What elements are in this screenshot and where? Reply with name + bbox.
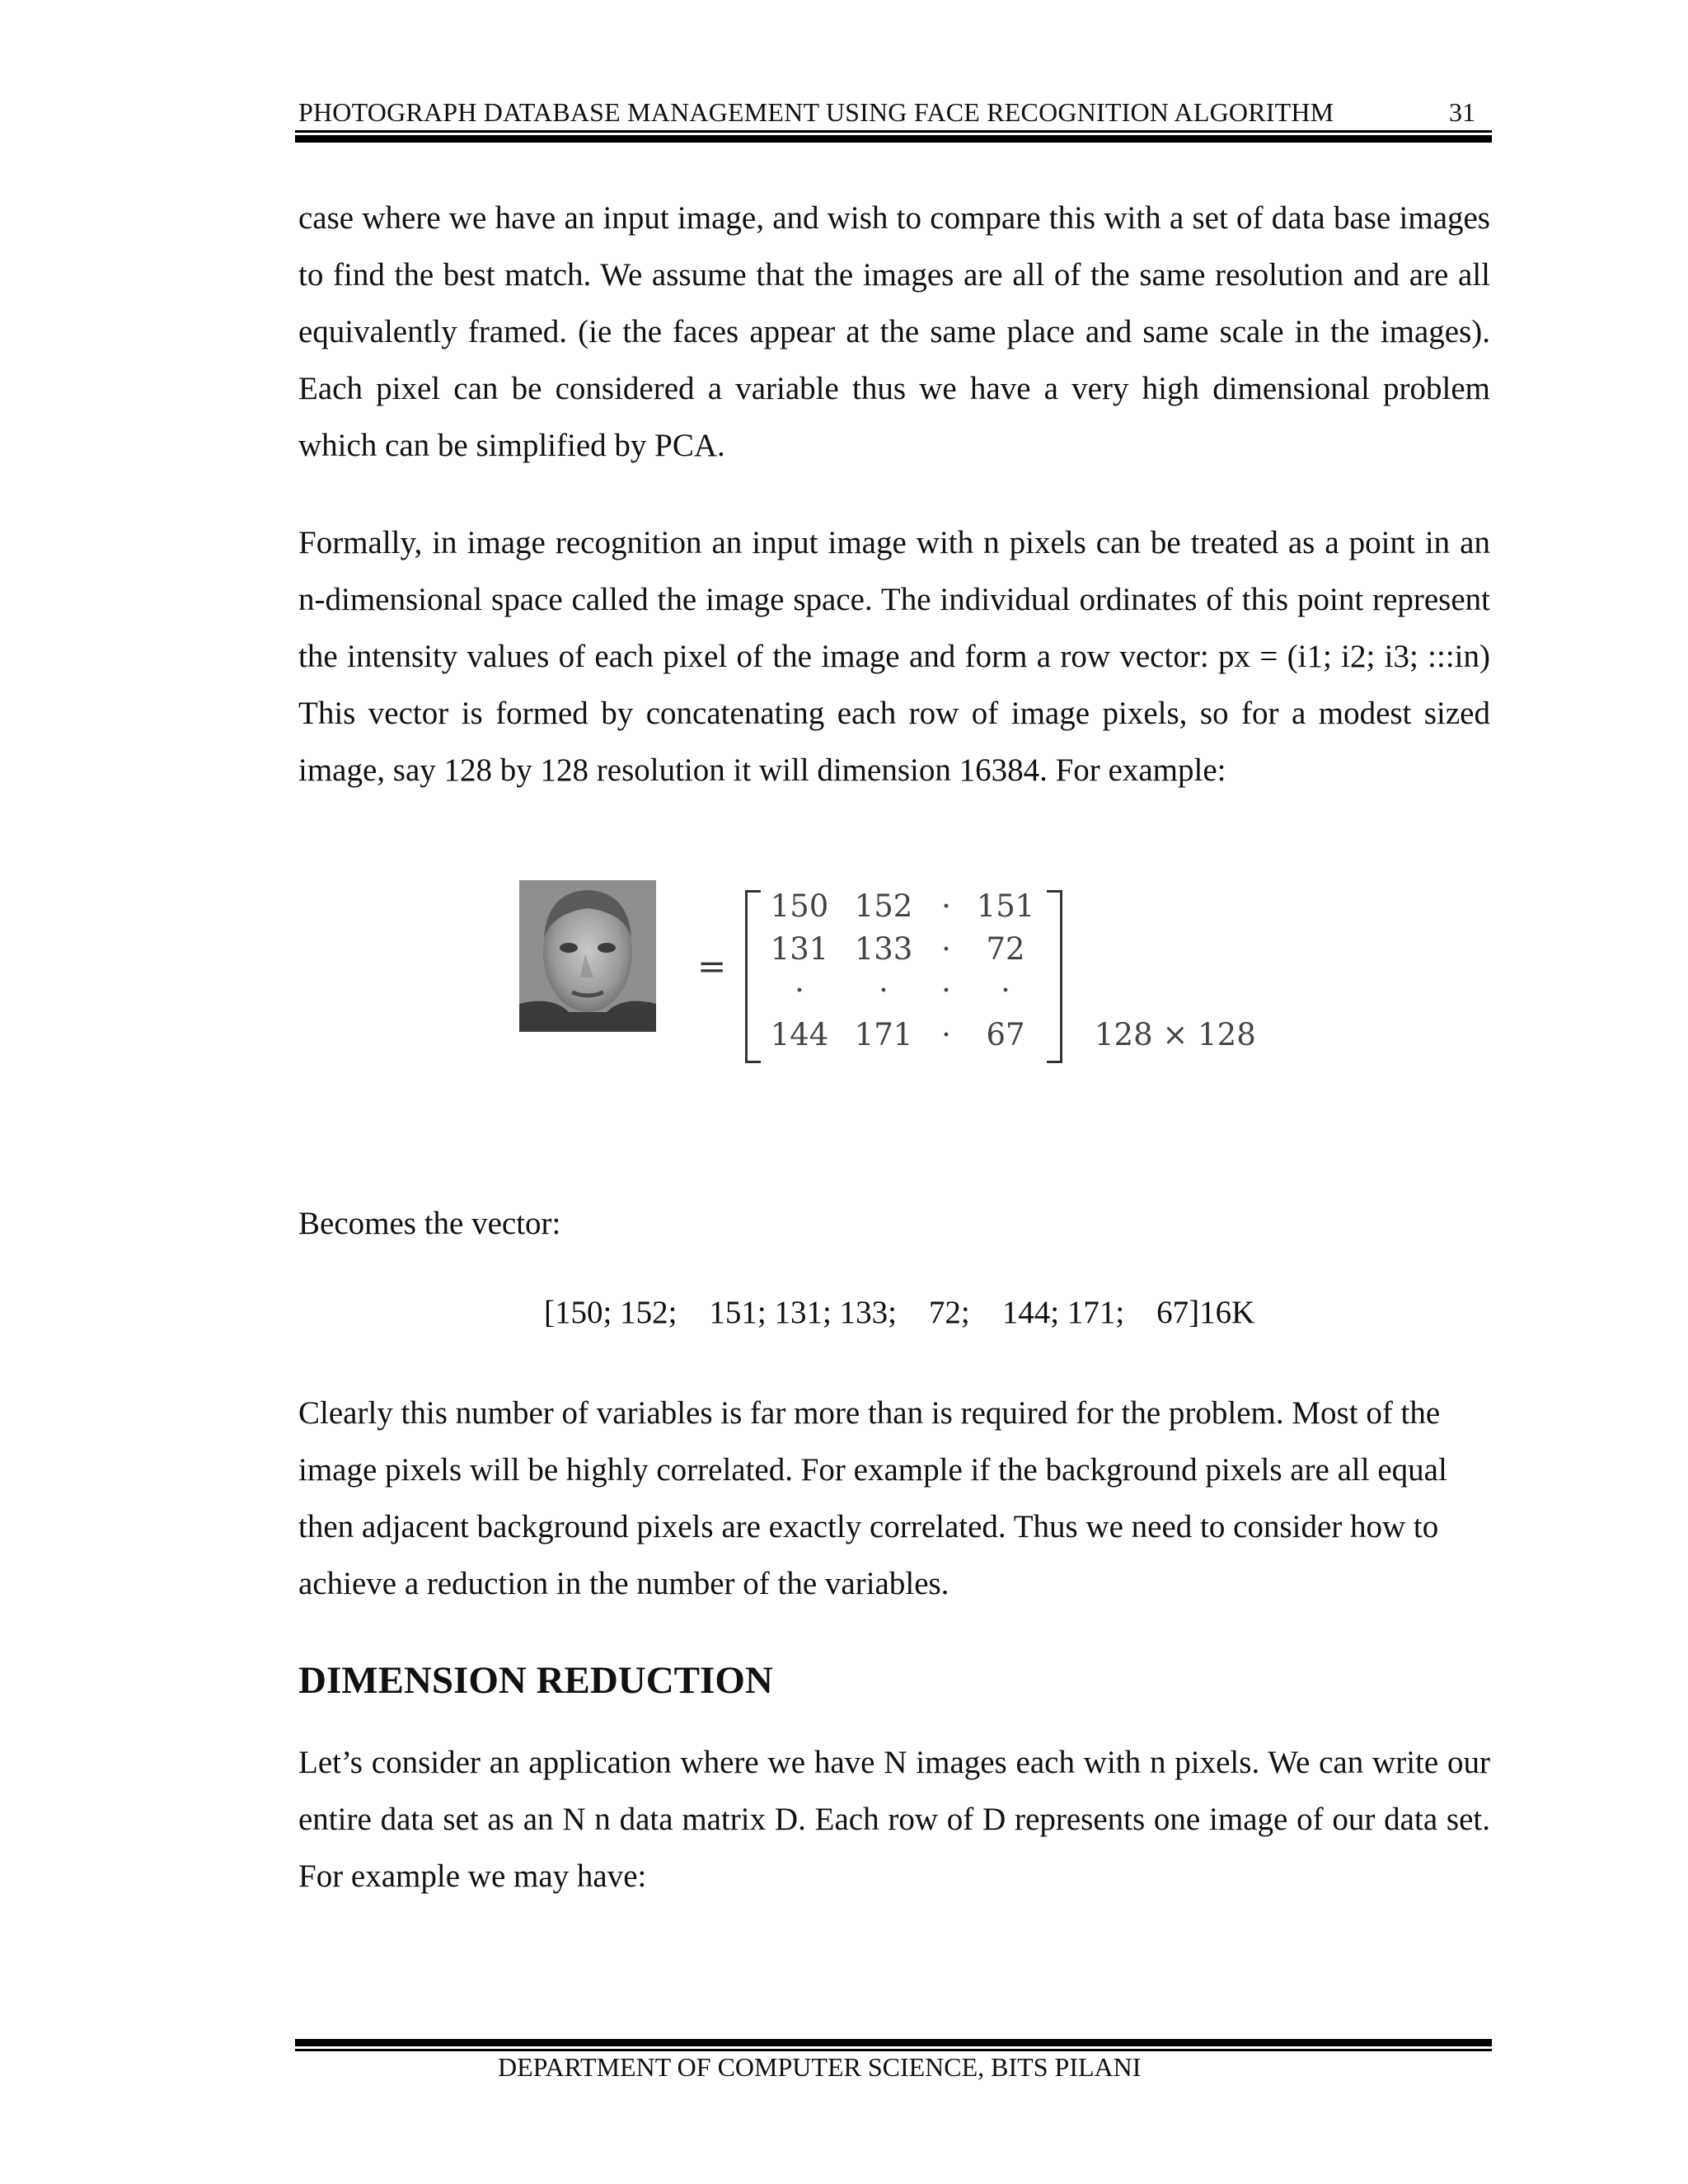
face-photo-image [519,880,656,1032]
matrix-cell: · [941,931,951,967]
matrix-cell: 67 [986,1017,1025,1052]
matrix-size-label: 128 × 128 [1095,1017,1256,1052]
vector-expression: [150; 152; 151; 131; 133; 72; 144; 171; 67]16K [544,1295,1255,1330]
running-header-title: PHOTOGRAPH DATABASE MANAGEMENT USING FACE RECOGNITION ALGORITHM [298,97,1334,127]
matrix-cell: 150 [770,888,829,924]
paragraph-intro: case where we have an input image, and wish to compare this with a set of data base images to find the best match. We assume that the images are all of the same resolution and are all equivalently framed. (ie the faces appear at the same place and same scale in the images). Each pixel can be considered a variable thus we have a very high dimensional problem which can be simplified by PCA. [298,200,1490,463]
page-number: 31 [1449,97,1475,127]
matrix-cell: · [795,972,804,1008]
paragraph-becomes-vector: Becomes the vector: [298,1206,561,1241]
matrix-cell: · [1001,972,1010,1008]
matrix-cell: 133 [854,931,913,967]
footer-rule-thick [295,2039,1492,2046]
footer-department: DEPARTMENT OF COMPUTER SCIENCE, BITS PILANI [498,2052,1142,2082]
section-heading: DIMENSION REDUCTION [298,1659,773,1702]
paragraph-data-matrix: Let’s consider an application where we have N images each with n pixels. We can write our entire data set as an N n data matrix D. Each row of D represents one image of our data set. For example we may have: [298,1745,1490,1894]
header-rule-thin [295,130,1492,133]
paragraph-image-space: Formally, in image recognition an input image with n pixels can be treated as a point in an n-dimensional space called the image space. The individual ordinates of this point represent the intensity values of each pixel of the image and form a row vector: px = (i1; i2; i3; :::in) This vector is formed by concatenating each row of image pixels, so for a modest sized image, say 128 by 128 resolution it will dimension 16384. For example: [298,525,1490,788]
matrix-cell: 152 [854,888,913,924]
matrix-cell: 131 [770,931,829,967]
matrix-cell: 171 [854,1017,913,1052]
matrix-right-bracket [1047,890,1062,1063]
matrix-cell: · [941,888,951,924]
matrix-cell: · [941,1017,951,1052]
matrix-cell: · [941,972,951,1008]
matrix-cell: 151 [976,888,1035,924]
header-rule-thick [295,135,1492,143]
paragraph-correlation: Clearly this number of variables is far more than is required for the problem. Most of the image pixels will be highly correlated. For example if the background pixels are all equal then adjacent background pixels are exactly correlated. Thus we need to consider how to achieve a reduction in the number of the variables. [298,1395,1447,1601]
matrix-cell: 72 [986,931,1025,967]
matrix-cell: 144 [770,1017,829,1052]
footer-rule-thin [295,2049,1492,2051]
matrix-cell: · [879,972,889,1008]
equals-sign: = [697,946,727,987]
